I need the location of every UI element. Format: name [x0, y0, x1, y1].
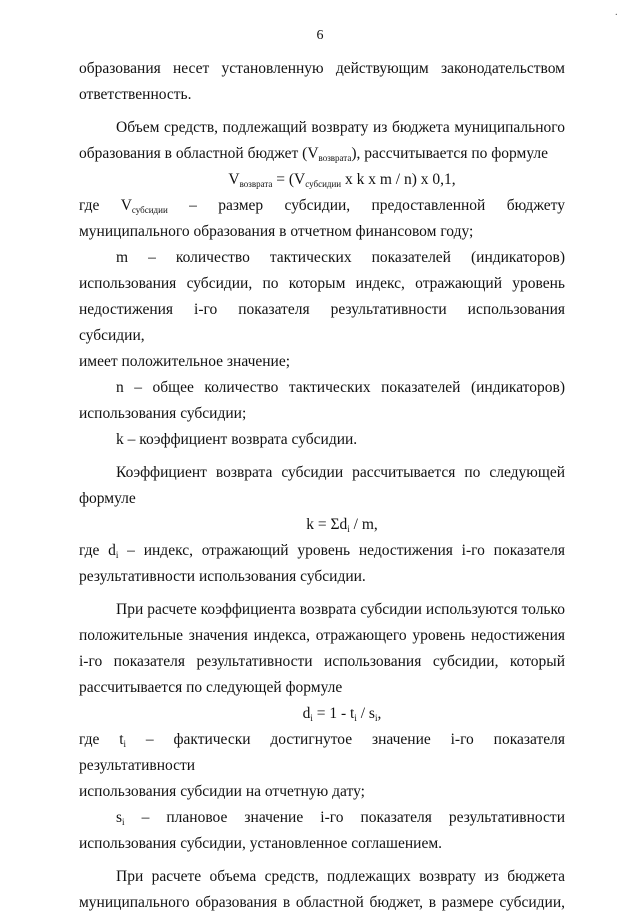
text-line: муниципального образования в областной бюджет, в размере субсидии,	[79, 894, 565, 911]
text-line: где $d_i$ – индекс, отражающий уровень недостижения i-го показателя	[79, 542, 565, 560]
text-line: k – коэффициент возврата субсидии.	[116, 431, 358, 448]
text-line: Коэффициент возврата субсидии рассчитывается по следующей	[116, 464, 565, 481]
text-line: результативности использования субсидии.	[79, 568, 366, 585]
text-line: использования субсидии, установленное соглашением.	[79, 835, 443, 852]
text-line: положительные значения индекса, отражающего уровень недостижения	[79, 627, 565, 644]
text-line: ответственность.	[79, 86, 192, 103]
text-line: рассчитывается по следующей формуле	[79, 679, 343, 696]
text-line: i-го показателя результативности использования субсидии, который	[79, 653, 565, 670]
page-number: 6	[316, 28, 324, 43]
formula-return-coefficient: $k = \Sigma d_i / m$,	[306, 516, 378, 534]
text-line: где $V_{субсидии}$ – размер субсидии, предоставленной бюджету	[79, 197, 565, 215]
text-line: где $t_i$ – фактически достигнутое значение i-го показателя результативности	[79, 731, 565, 774]
text-line: $s_i$ – плановое значение i-го показателя результативности	[116, 809, 565, 827]
text-line: m – количество тактических показателей (индикаторов)	[116, 249, 565, 266]
text-line: имеет положительное значение;	[79, 353, 291, 370]
text-line: образования несет установленную действующим законодательством	[79, 60, 565, 77]
text-line: При расчете коэффициента возврата субсидии используются только	[116, 601, 565, 618]
text-line: формуле	[79, 490, 136, 507]
text-line: При расчете объема средств, подлежащих возврату из бюджета	[116, 868, 565, 885]
text-line: использования субсидии, по которым индекс, отражающий уровень	[79, 275, 565, 292]
corner-mark: ·	[614, 10, 618, 21]
text-line: муниципального образования в отчетном финансовом году;	[79, 223, 474, 240]
text-line: n – общее количество тактических показателей (индикаторов)	[116, 379, 565, 396]
text-line: использования субсидии;	[79, 405, 247, 422]
formula-return-volume: $V_{возврата} = (V_{субсидии}$ x k x m / n) x 0,1,	[228, 171, 456, 189]
text-line: использования субсидии на отчетную дату;	[79, 783, 365, 800]
formula-index: $d_i = 1 - t_i / s_i$,	[302, 705, 382, 723]
document-body	[79, 56, 565, 916]
text-line: Объем средств, подлежащий возврату из бюджета муниципального	[116, 119, 565, 136]
text-line: образования в областной бюджет $(V_{возврата})$, рассчитывается по формуле	[79, 145, 549, 163]
text-line: недостижения i-го показателя результативности использования субсидии,	[79, 301, 565, 344]
